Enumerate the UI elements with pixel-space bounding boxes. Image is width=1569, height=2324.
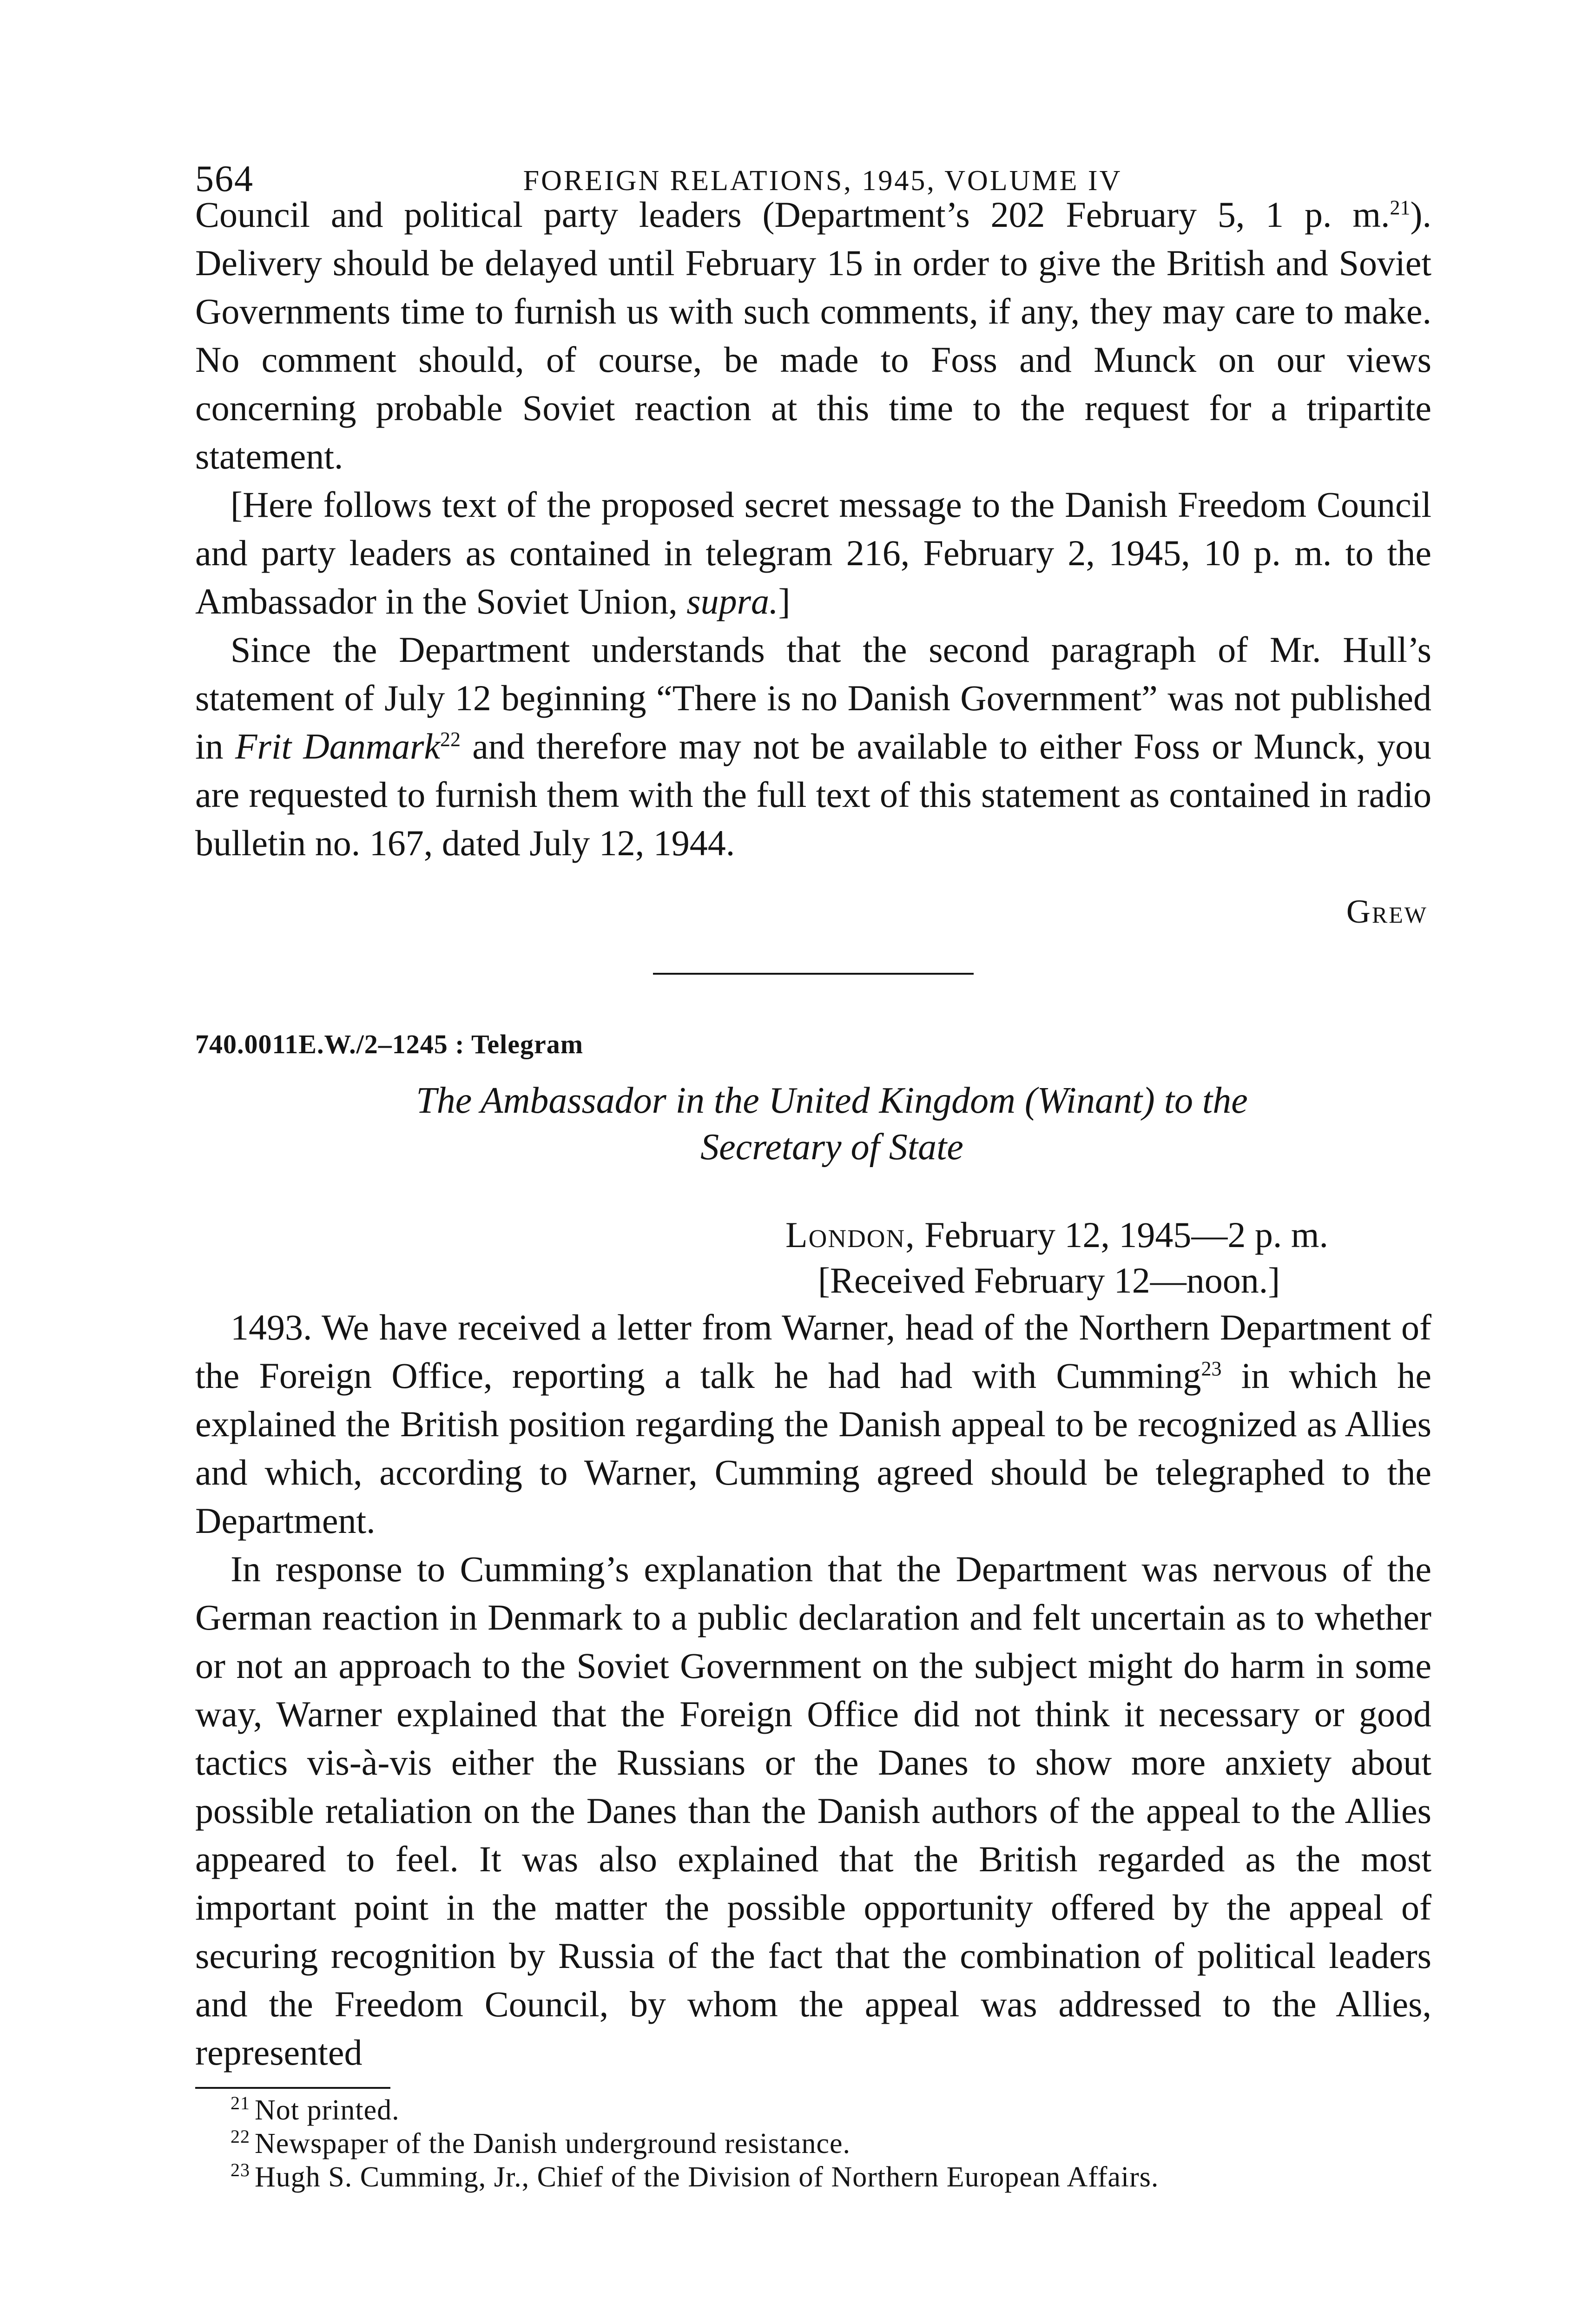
document-page xyxy=(195,139,1431,2194)
file-reference: 740.0011E.W./2–1245 : Telegram xyxy=(195,1029,584,1059)
footnote-divider xyxy=(195,2087,390,2089)
paragraph xyxy=(195,1303,1431,1545)
footnote-marker: 23 xyxy=(1201,1357,1222,1380)
footnote-text: Not printed. xyxy=(255,2094,400,2126)
signature: Grew xyxy=(1346,893,1428,930)
paragraph: In response to Cumming’s explanation that the Department was nervous of the German reaction in Denmark to a public declaration and felt uncertain as to whether or not an approach to the Soviet Government on the subject might do harm in some way, Warner explained that the Foreign Office did not think it necessary or good tactics vis-à-vis either the Russians or the Danes to show more anxiety about possible retaliation on the Danes than the Danish authors of the appeal to the Allies appeared to feel. It was also explained that the British regarded as the most important point in the matter the possible opportunity offered by the appeal of securing recognition by Russia of the fact that the combination of political leaders and the Freedom Council, by whom the appeal was addressed to the Allies, represented xyxy=(195,1549,1431,2073)
paragraph xyxy=(195,626,1431,867)
paragraph xyxy=(195,481,1431,626)
footnote-number: 21 xyxy=(231,2093,250,2114)
footnote xyxy=(195,2093,1431,2127)
heading-line: Secretary of State xyxy=(700,1127,963,1168)
footnote xyxy=(195,2127,1431,2160)
footnote-marker: 22 xyxy=(440,728,461,751)
footnote-marker: 21 xyxy=(1390,196,1411,219)
text-span: ). Delivery should be delayed until February 15 in order to give the British and Soviet Governments time to furnish us with such comments, if any, they may care to make. No comment should, of course, be made to Foss and Munck on our views concerning probable Soviet reaction at this time to the request for a tripartite statement. xyxy=(195,194,1431,476)
text-span: [Here follows text of the proposed secret message to the Danish Freedom Council and party leaders as contained in telegram 216, February 2, 1945, 10 p. m. to the Ambassador in the Soviet Union, xyxy=(195,484,1431,621)
running-header xyxy=(195,139,1431,199)
section-divider xyxy=(653,973,974,975)
text-span: Council and political party leaders (Department’s 202 February 5, 1 p. m. xyxy=(195,194,1390,235)
footnote-text: Hugh S. Cumming, Jr., Chief of the Division of Northern European Affairs. xyxy=(255,2161,1159,2193)
text-span: Since the Department understands that the second paragraph of Mr. Hull’s statement of July 12 beginning “There is no Danish Government” was not published in xyxy=(195,629,1431,766)
paragraph xyxy=(195,191,1431,481)
dateline-date: February 12, 1945—2 p. m. xyxy=(915,1215,1328,1255)
footnote-text: Newspaper of the Danish underground resistance. xyxy=(255,2128,851,2159)
italic-text: supra. xyxy=(686,581,778,621)
dateline xyxy=(195,1212,1431,1258)
footnotes xyxy=(195,2093,1431,2194)
document-heading xyxy=(195,1077,1431,1170)
footnote xyxy=(195,2160,1431,2194)
text-span: ] xyxy=(778,581,791,621)
italic-text: Frit Danmark xyxy=(235,726,441,766)
page-number: 564 xyxy=(195,158,254,199)
received-line: [Received February 12—noon.] xyxy=(818,1260,1280,1301)
running-title: FOREIGN RELATIONS, 1945, VOLUME IV xyxy=(523,165,1122,197)
text-span: and therefore may not be available to either Foss or Munck, you are requested to furnish them with the full text of this statement as contained in radio bulletin no. 167, dated July 12, 1944. xyxy=(195,726,1432,863)
heading-line: The Ambassador in the United Kingdom (Winant) to the xyxy=(416,1080,1248,1121)
footnote-number: 22 xyxy=(231,2126,250,2147)
text-span: in which he explained the British position regarding the Danish appeal to be recognized as Allies and which, according to Warner, Cumming agreed should be telegraphed to the Department. xyxy=(195,1355,1431,1541)
footnote-number: 23 xyxy=(231,2159,250,2181)
dateline-city: London, xyxy=(785,1215,916,1255)
text-span: 1493. We have received a letter from Warner, head of the Northern Department of the Foreign Office, reporting a talk he had had with Cumming xyxy=(195,1307,1431,1396)
